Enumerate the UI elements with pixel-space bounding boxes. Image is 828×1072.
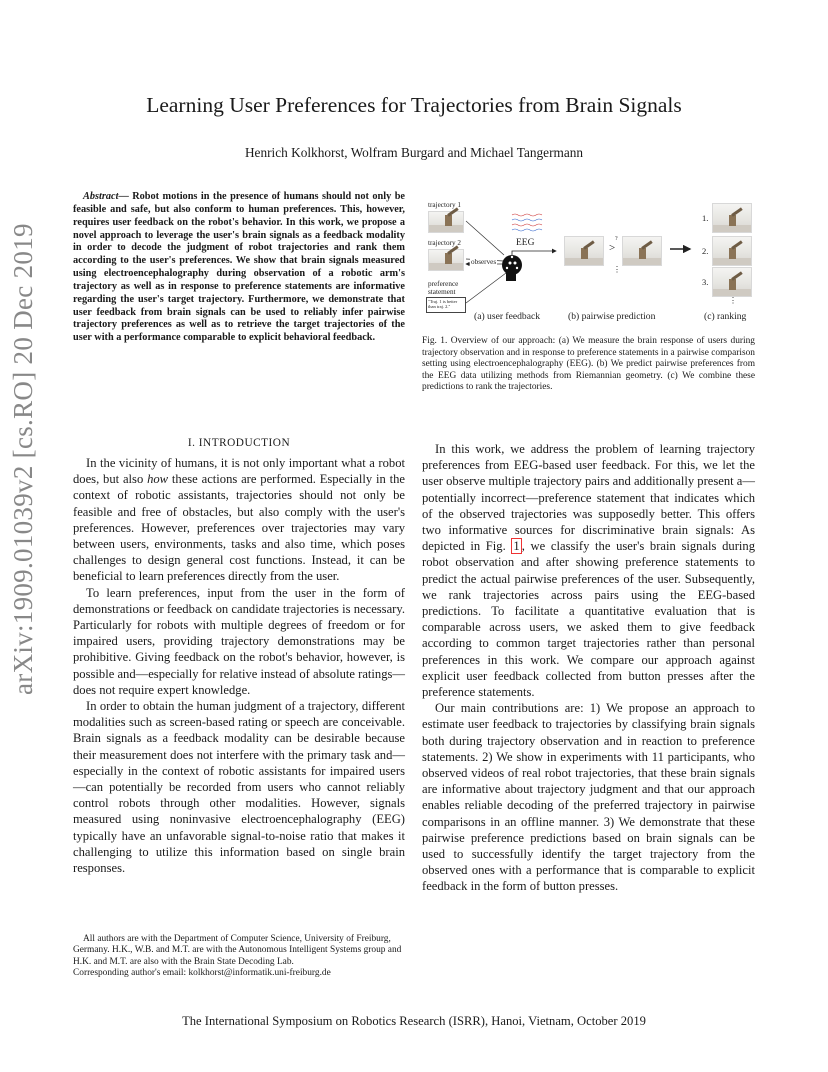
right-column — [422, 441, 755, 895]
eeg-signal-traces — [512, 214, 542, 231]
right-paragraph-2: Our main contributions are: 1) We propose an approach to estimate user feedback to trajectories by classifying brain signals both during trajectory observation and in reaction to preference statements. 2) We show in experiments with 11 participants, who observed videos of real robot trajectories, that these brain signals are informative about trajectory judgment and that our approach enables reliable decoding of the preferred trajectory in pairwise comparisons in an offline manner. 3) We demonstrate that these pairwise preference predictions based on brain signals can be used to successfully identify the target trajectory from the observed ones with a performance that is comparable to explicit feedback in the form of button presses. — [422, 701, 755, 894]
subcaption-c: (c) ranking — [704, 311, 747, 322]
pairwise-thumbnail-a — [564, 236, 604, 266]
right-paragraph-1: In this work, we address the problem of learning trajectory preferences from EEG-based user feedback. For this, we let the user observe multiple trajectory pairs and additionally present a—potentially incorrect—preference statement that indicates which of the observed trajectories was supposedly better. This offers two informative sources for discriminative brain signals: As depicted in Fig. 1 , we classify the user's brain signals during robot observation and after showing preference statements to predict the actual pairwise preferences of the user. Subsequently, we rank trajectories across pairs using the EEG-based predictions. To facilitate a quantitative evaluation that is comparable across users, we asked them to give feedback according to common target trajectories rather than personal preferences in this work. We compare our approach against explicit user feedback collected from button presses after the preference statements. — [422, 442, 755, 700]
abstract-text: — Robot motions in the presence of humans should not only be feasible and safe, but also conform to human preferences. This, however, requires user feedback on the robot's behavior. In this work, we propose a novel approach to leverage the user's brain signals as a feedback modality in order to decode the judgment of robot trajectories and rank them according to the user's preferences. We show that brain signals measured using electroencephalography during observation of a robotic arm's trajectory as well as in response to preference statements are informative regarding the user's target trajectory. Furthermore, we demonstrate that user feedback from brain signals can be used to reliably infer pairwise trajectory preferences as well as to retrieve the target trajectories of the user with a performance comparable to explicit behavioral feedback. — [73, 191, 405, 344]
abstract-label: Abstract — [83, 191, 119, 202]
trajectory-1-label: trajectory 1 — [428, 201, 461, 209]
preference-statement-label-1: preference — [428, 280, 459, 288]
subcaption-b: (b) pairwise prediction — [568, 311, 656, 322]
user-head-icon — [502, 255, 522, 281]
paper-title: Learning User Preferences for Trajectories from Brain Signals — [146, 93, 682, 117]
observe-line-3 — [466, 273, 506, 303]
speech-bubble: "Traj. 1 is better than traj. 2." — [426, 297, 466, 313]
preference-statement-label-2: statement — [428, 288, 456, 296]
subcaption-a: (a) user feedback — [474, 311, 541, 322]
intro-paragraph-1: In the vicinity of humans, it is not only important what a robot does, but also how these actions are performed. Especially in the context of robotic assistants, trajectories should not only be feasible and free of obstacles, but also comply with the user's preferences. However, preferences over trajectories may vary between users, environments, tasks and also time, which poses challenges to design general cost functions. Instead, it can be beneficial to learn preferences directly from the user. — [73, 456, 405, 584]
rank-1-label: 1. — [702, 213, 709, 223]
observe-line-1 — [466, 221, 504, 255]
arxiv-identifier: arXiv:1909.01039v2 [cs.RO] 20 Dec 2019 — [8, 223, 38, 695]
pairwise-thumbnail-b — [622, 236, 662, 266]
figure-1 — [422, 193, 755, 333]
ranking-ellipsis: ⋮ — [729, 296, 737, 305]
rank-2-label: 2. — [702, 246, 709, 256]
footnote — [73, 934, 405, 980]
eeg-label: EEG — [516, 238, 535, 248]
eeg-arrow — [512, 251, 556, 255]
ranked-thumbnail-1 — [712, 203, 752, 233]
abstract — [73, 191, 405, 345]
question-mark: ? — [615, 236, 618, 242]
ranked-thumbnail-3 — [712, 267, 752, 297]
rank-3-label: 3. — [702, 277, 709, 287]
pairwise-ellipsis: ⋮ — [613, 265, 621, 274]
greater-than-symbol: > — [609, 242, 616, 254]
emphasis-how: how — [147, 472, 169, 487]
author-list: Henrich Kolkhorst, Wolfram Burgard and Michael Tangermann — [244, 145, 584, 160]
left-column — [73, 437, 405, 876]
trajectory-2-label: trajectory 2 — [428, 239, 461, 247]
ranked-thumbnail-2 — [712, 236, 752, 266]
footnote-affiliation: All authors are with the Department of Computer Science, University of Freiburg, Germany. H.K., W.B. and M.T. are with the Autonomous Intelligent Systems group and H.K. and M.T. are also with the Brain State Decoding Lab. — [73, 934, 402, 967]
figure-caption: Fig. 1. Overview of our approach: (a) We measure the brain response of users during trajectory observation and in response to preference statements in a pairwise comparison setting using electroencephalography (EEG). (b) We predict pairwise preferences from the EEG data utilizing methods from Riemannian geometry. (c) We combine these predictions to rank the trajectories. — [422, 336, 755, 393]
conference-footer: The International Symposium on Robotics Research (ISRR), Hanoi, Vietnam, October 2019 — [182, 1014, 646, 1028]
footnote-email: Corresponding author's email: kolkhorst@informatik.uni-freiburg.de — [73, 968, 331, 979]
section-heading-introduction: I. INTRODUCTION — [187, 437, 291, 449]
observes-label: observes — [471, 258, 497, 266]
intro-paragraph-2: To learn preferences, input from the user in the form of demonstrations or feedback on candidate trajectories is necessary. Particularly for robots with multiple degrees of freedom or for impaired users, providing trajectory demonstrations may be prohibitive. Giving feedback on the robot's behavior, however, is possible and—especially for relative instead of absolute ratings—does not require expert knowledge. — [73, 585, 405, 697]
figure-reference-link[interactable]: 1 — [513, 539, 520, 554]
intro-paragraph-3: In order to obtain the human judgment of a trajectory, different modalities such as screen-based rating or speech are conceivable. Brain signals as a feedback modality can be desirable because their measurement does not interfere with the primary task and—especially in the context of robotic assistants for impaired users—can potentially be recorded from users who cannot reliably control robots through other modalities. However, signals measured using noninvasive electroencephalography (EEG) typically have an unfavorable signal-to-noise ratio that makes it challenging to utilize this information based on single brain responses. — [73, 699, 405, 876]
